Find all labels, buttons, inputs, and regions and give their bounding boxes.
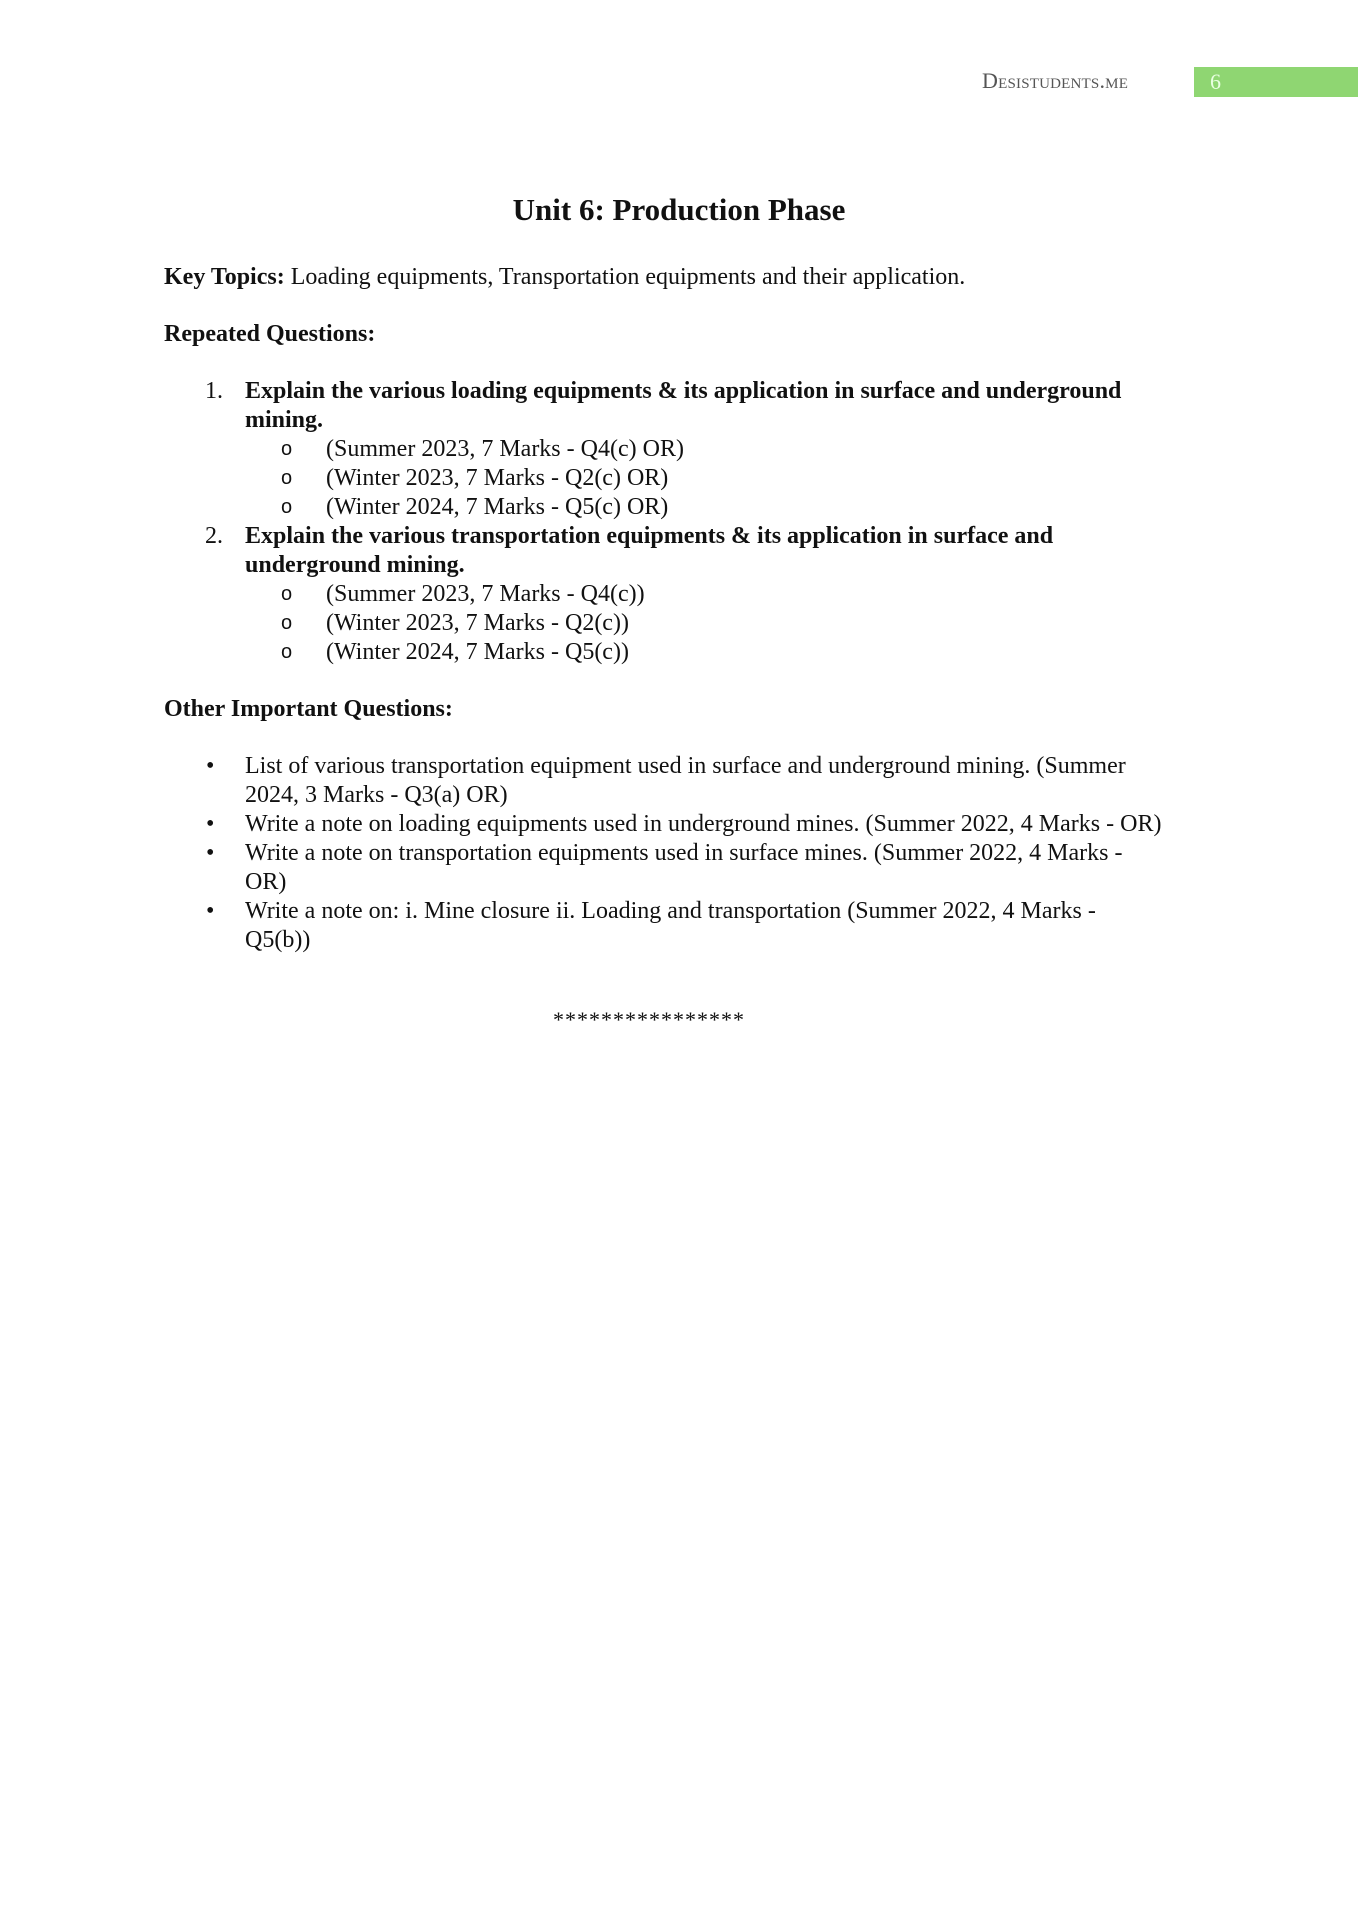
question-text: Write a note on: i. Mine closure ii. Loading and transportation (Summer 2022, 4 Marks - Q5(b)) xyxy=(245,898,1096,953)
bullet-icon: • xyxy=(206,811,215,837)
section-separator: **************** xyxy=(553,1007,745,1032)
circle-bullet-icon: o xyxy=(281,496,293,518)
question-text: Write a note on transportation equipments used in surface mines. (Summer 2022, 4 Marks - OR) xyxy=(245,840,1123,895)
reference-text: (Summer 2023, 7 Marks - Q4(c) OR) xyxy=(326,436,684,462)
item-number: 2. xyxy=(205,523,223,549)
bullet-icon: • xyxy=(206,753,215,779)
exam-reference xyxy=(245,464,1174,493)
page-title: Unit 6: Production Phase xyxy=(512,192,846,227)
question-text: Explain the various loading equipments & its application in surface and underground mining. xyxy=(245,378,1122,433)
document-body xyxy=(164,263,1174,1034)
reference-text: (Winter 2023, 7 Marks - Q2(c) OR) xyxy=(326,465,669,491)
reference-text: (Winter 2023, 7 Marks - Q2(c)) xyxy=(326,610,629,636)
list-item xyxy=(164,752,1174,810)
reference-text: (Summer 2023, 7 Marks - Q4(c)) xyxy=(326,581,645,607)
exam-reference xyxy=(245,580,1174,609)
key-topics xyxy=(164,263,1174,292)
question-text: Explain the various transportation equipments & its application in surface and underground mining. xyxy=(245,523,1054,578)
reference-text: (Winter 2024, 7 Marks - Q5(c)) xyxy=(326,639,629,665)
list-item xyxy=(164,810,1174,839)
exam-reference xyxy=(245,609,1174,638)
circle-bullet-icon: o xyxy=(281,438,293,460)
other-questions-list xyxy=(164,752,1174,955)
page-number-badge xyxy=(1194,67,1358,97)
list-item xyxy=(164,839,1174,897)
exam-reference xyxy=(245,493,1174,522)
list-item xyxy=(164,897,1174,955)
page-number: 6 xyxy=(1210,69,1221,94)
question-text: List of various transportation equipment used in surface and underground mining. (Summer 2024, 3 Marks - Q3(a) OR) xyxy=(245,753,1126,808)
circle-bullet-icon: o xyxy=(281,467,293,489)
circle-bullet-icon: o xyxy=(281,583,293,605)
key-topics-label: Key Topics: xyxy=(164,264,285,290)
list-item xyxy=(164,522,1174,667)
question-text: Write a note on loading equipments used in underground mines. (Summer 2022, 4 Marks - OR) xyxy=(245,811,1162,837)
bullet-icon: • xyxy=(206,840,215,866)
reference-text: (Winter 2024, 7 Marks - Q5(c) OR) xyxy=(326,494,669,520)
circle-bullet-icon: o xyxy=(281,641,293,663)
item-number: 1. xyxy=(205,378,223,404)
bullet-icon: • xyxy=(206,898,215,924)
exam-reference xyxy=(245,638,1174,667)
exam-reference xyxy=(245,435,1174,464)
exam-references xyxy=(245,580,1174,667)
repeated-questions-heading: Repeated Questions: xyxy=(164,321,376,347)
list-item xyxy=(164,377,1174,522)
other-questions-heading: Other Important Questions: xyxy=(164,696,453,722)
exam-references xyxy=(245,435,1174,522)
key-topics-text: Loading equipments, Transportation equipments and their application. xyxy=(284,264,966,290)
header-brand: Desistudents.me xyxy=(982,68,1129,93)
circle-bullet-icon: o xyxy=(281,612,293,634)
repeated-questions-list xyxy=(164,377,1174,667)
